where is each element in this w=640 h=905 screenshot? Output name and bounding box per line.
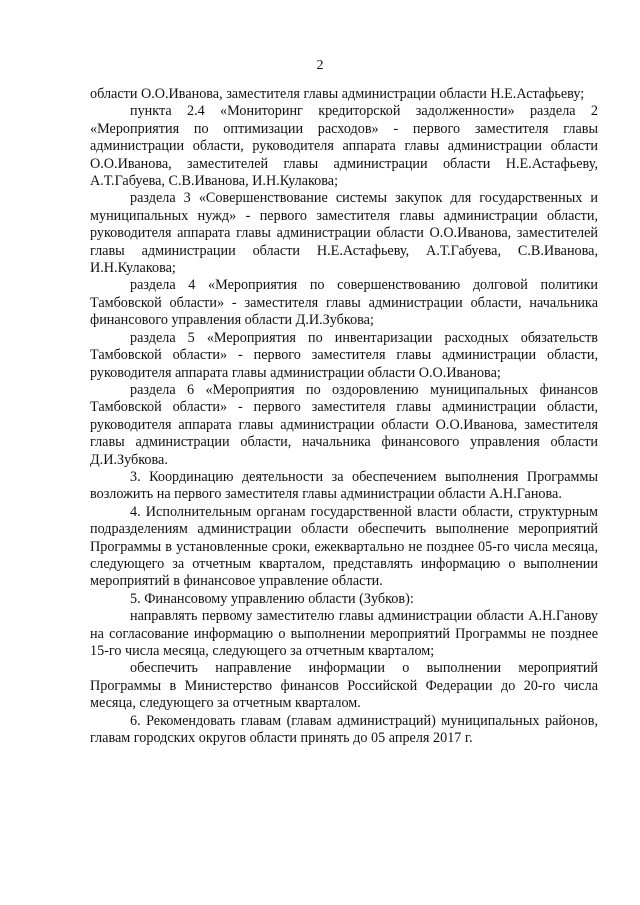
paragraph: 3. Координацию деятельности за обеспечением выполнения Программы возложить на первого заместителя главы администрации области А.Н.Ганова.	[90, 468, 598, 503]
document-text	[90, 86, 598, 747]
paragraph: области О.О.Иванова, заместителя главы администрации области Н.Е.Астафьеву;	[90, 86, 585, 102]
paragraph: раздела 5 «Мероприятия по инвентаризации расходных обязательств Тамбовской области» - первого заместителя главы администрации области, руководителя аппарата главы администрации области О.О.Иванова;	[90, 329, 598, 381]
paragraph: 5. Финансовому управлению области (Зубков):	[130, 590, 414, 607]
paragraph: раздела 4 «Мероприятия по совершенствованию долговой политики Тамбовской области» - заместителя главы администрации области, начальника финансового управления области Д.И.Зубкова;	[90, 277, 598, 329]
page-number: 2	[316, 58, 324, 73]
paragraph: 6. Рекомендовать главам (главам администраций) муниципальных районов, главам городских округов области принять до 05 апреля 2017 г.	[90, 712, 598, 747]
paragraph: раздела 3 «Совершенствование системы закупок для государственных и муниципальных нужд» - первого заместителя главы администрации области, руководителя аппарата главы администрации области О.О.Иванова, заместителей главы администрации области Н.Е.Астафьеву, А.Т.Габуева, С.В.Иванова, И.Н.Кулакова;	[90, 190, 598, 277]
paragraph: раздела 6 «Мероприятия по оздоровлению муниципальных финансов Тамбовской области» - первого заместителя главы администрации области, руководителя аппарата главы администрации области О.О.Иванова, заместителя главы администрации области, начальника финансового управления области Д.И.Зубкова.	[90, 381, 598, 468]
paragraph: обеспечить направление информации о выполнении мероприятий Программы в Министерство финансов Российской Федерации до 20-го числа месяца, следующего за отчетным кварталом.	[90, 660, 598, 712]
paragraph: 4. Исполнительным органам государственной власти области, структурным подразделениям администрации области обеспечить выполнение мероприятий Программы в установленные сроки, ежеквартально не позднее 05-го числа месяца, следующего за отчетным кварталом, представлять информацию о выполнении мероприятий в финансовое управление области.	[90, 503, 598, 590]
paragraph: направлять первому заместителю главы администрации области А.Н.Ганову на согласование информацию о выполнении мероприятий Программы не позднее 15-го числа месяца, следующего за отчетным кварталом;	[90, 608, 598, 659]
paragraph: пункта 2.4 «Мониторинг кредиторской задолженности» раздела 2 «Мероприятия по оптимизации расходов» - первого заместителя главы администрации области, руководителя аппарата главы администрации области О.О.Иванова, заместителей главы администрации области Н.Е.Астафьеву, А.Т.Габуева, С.В.Иванова, И.Н.Кулакова;	[90, 103, 598, 190]
